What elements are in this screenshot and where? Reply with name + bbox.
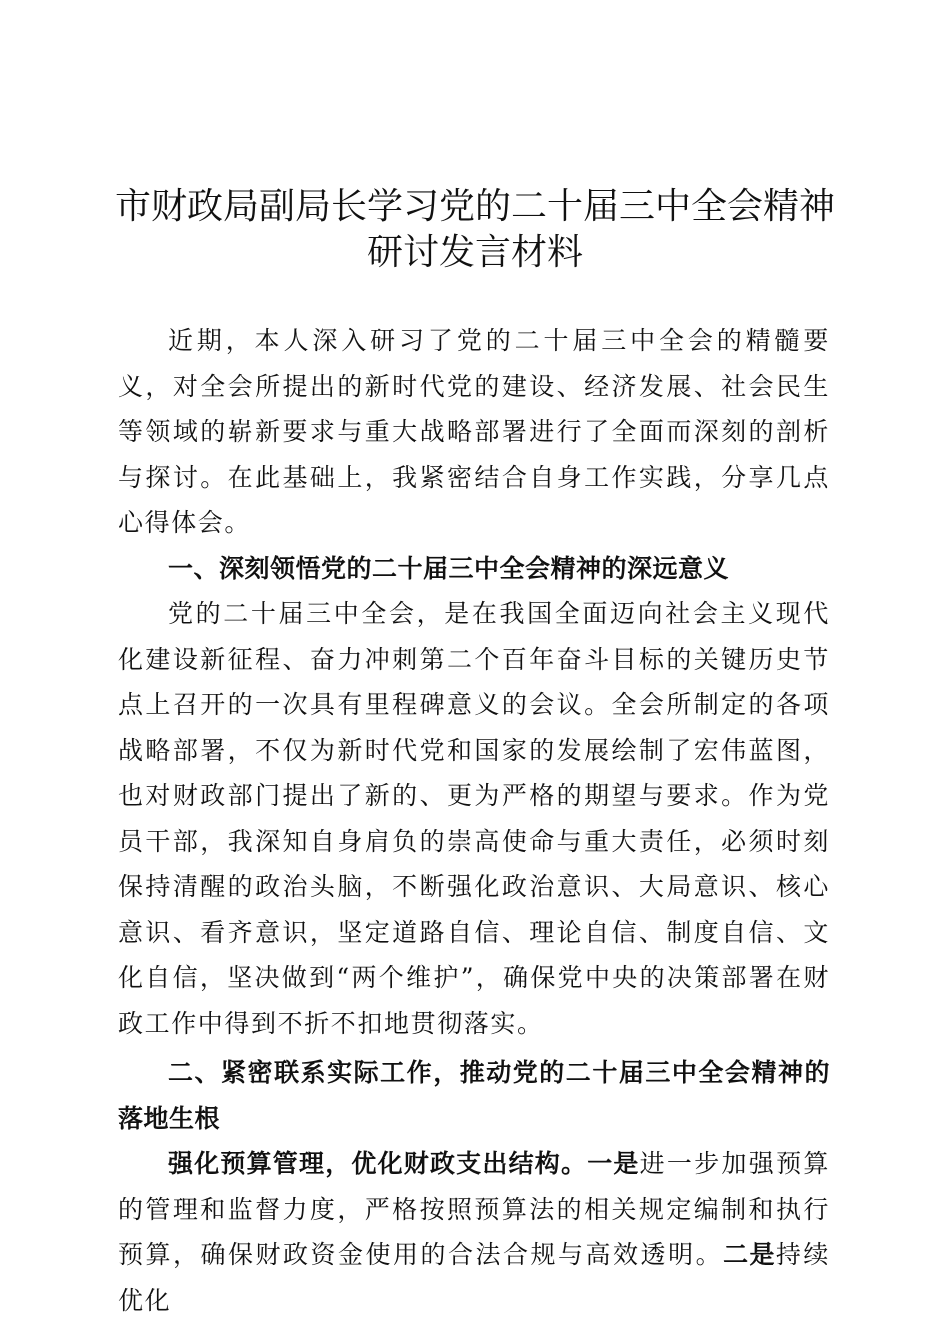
section-1-paragraph: 党的二十届三中全会，是在我国全面迈向社会主义现代化建设新征程、奋力冲刺第二个百年奋斗目标的关键历史节点上召开的一次具有里程碑意义的会议。全会所制定的各项战略部署，不仅为新时代党和国家的发展绘制了宏伟蓝图，也对财政部门提出了新的、更为严格的期望与要求。作为党员干部，我深知自身肩负的崇高使命与重大责任，必须时刻保持清醒的政治头脑，不断强化政治意识、大局意识、核心意识、看齐意识，坚定道路自信、理论自信、制度自信、文化自信，坚决做到“两个维护”，确保党中央的决策部署在财政工作中得到不折不扣地贯彻落实。 [118,599,830,1038]
section-2-subheading: 强化预算管理，优化财政支出结构。 [168,1149,588,1178]
title-line-2: 研讨发言材料 [366,232,583,273]
point-marker-1: 一是 [587,1149,640,1178]
section-2-paragraph [118,1141,830,1323]
section-1-heading: 一、深刻领悟党的二十届三中全会精神的深远意义 [168,553,730,583]
intro-paragraph: 近期，本人深入研习了党的二十届三中全会的精髓要义，对全会所提出的新时代党的建设、经济发展、社会民生等领域的崭新要求与重大战略部署进行了全面而深刻的剖析与探讨。在此基础上，我紧密结合自身工作实践，分享几点心得体会。 [118,326,830,537]
section-2-heading: 二、紧密联系实际工作，推动党的二十届三中全会精神的落地生根 [118,1058,830,1133]
title-line-1: 市财政局副局长学习党的二十届三中全会精神 [114,186,835,227]
point-1-text: 进一步加强预算的管理和监督力度，严格按照预算法的相关规定编制和执行预算，确保财政资金使用的合法合规与高效透明。 [118,1149,830,1269]
document-body [118,318,830,1323]
point-2-text: 持续优化 [118,1240,830,1315]
document-title [100,184,850,276]
point-marker-2: 二是 [723,1240,776,1269]
